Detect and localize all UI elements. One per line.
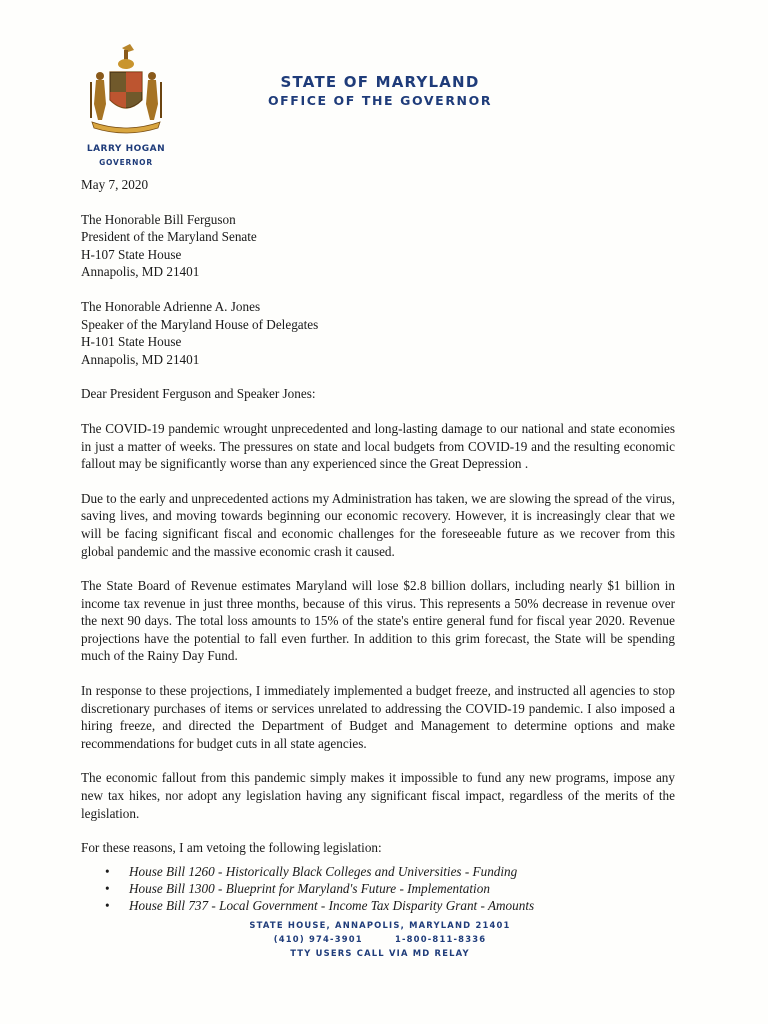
list-item: • House Bill 1300 - Blueprint for Maryland's Future - Implementation <box>105 880 675 897</box>
address-line: H-107 State House <box>81 246 182 262</box>
address-line: President of the Maryland Senate <box>81 229 257 245</box>
footer-phones <box>220 932 540 946</box>
maryland-great-seal-icon <box>82 42 170 138</box>
governor-name: LARRY HOGAN <box>86 144 166 154</box>
state-title: STATE OF MARYLAND <box>280 73 480 91</box>
address-line: The Honorable Bill Ferguson <box>81 211 236 227</box>
footer-phone: (410) 974-3901 <box>273 934 363 944</box>
paragraph-4: In response to these projections, I immediately implemented a budget freeze, and instructed all agencies to stop discretionary purchases of items or services unrelated to addressing the COVID-19 pandemic. I also imposed a hiring freeze, and directed the Department of Budget and Management to determine options and make recommendations for budget cuts in all state agencies. <box>81 683 675 751</box>
letter-body <box>81 176 675 914</box>
governor-block <box>76 143 176 169</box>
paragraph-2: Due to the early and unprecedented actions my Administration has taken, we are slowing the spread of the virus, saving lives, and moving towards beginning our economic recovery. However, it is increasingly clear that we will be facing significant fiscal and economic challenges for the foreseeable future as we recover from this global pandemic and the massive economic crash it caused. <box>81 490 675 559</box>
footer-tollfree: 1-800-811-8336 <box>394 934 487 944</box>
footer-address: STATE HOUSE, ANNAPOLIS, MARYLAND 21401 <box>249 920 511 930</box>
office-title: OFFICE OF THE GOVERNOR <box>267 93 493 108</box>
paragraph-5: The economic fallout from this pandemic simply makes it impossible to fund any new programs, impose any new tax hikes, nor adopt any legislation having any significant fiscal impact, regardless of the merits of the legislation. <box>81 770 675 821</box>
letterhead <box>250 72 510 110</box>
letter-date: May 7, 2020 <box>81 177 149 192</box>
paragraph-3: The State Board of Revenue estimates Maryland will lose $2.8 billion dollars, including nearly $1 billion in income tax revenue in just three months, because of this virus. This represents a 50% decrease in revenue over the next 90 days. The total loss amounts to 15% of the state's entire general fund for fiscal year 2020. Revenue projections have the potential to fall even further. In addition to this grim forecast, the State will be spending much of the Rainy Day Fund. <box>81 578 675 664</box>
footer-tty: TTY USERS CALL VIA MD RELAY <box>290 948 470 958</box>
list-item: • House Bill 1260 - Historically Black Colleges and Universities - Funding <box>105 863 675 880</box>
address-line: Speaker of the Maryland House of Delegates <box>81 316 319 332</box>
recipient-address-2 <box>81 298 675 368</box>
vetoed-bills-list <box>81 863 675 914</box>
address-line: Annapolis, MD 21401 <box>81 264 200 280</box>
address-line: H-101 State House <box>81 334 182 350</box>
letter-footer <box>220 918 540 960</box>
address-line: The Honorable Adrienne A. Jones <box>81 298 261 314</box>
paragraph-1: The COVID-19 pandemic wrought unprecedented and long-lasting damage to our national and state economies in just a matter of weeks. The pressures on state and local budgets from COVID-19 and the resulting economic fallout may be significantly worse than any experienced since the Great Depression . <box>81 420 675 472</box>
governor-title: GOVERNOR <box>99 158 153 167</box>
address-line: Annapolis, MD 21401 <box>81 351 200 367</box>
salutation: Dear President Ferguson and Speaker Jones: <box>81 386 316 402</box>
paragraph-6: For these reasons, I am vetoing the following legislation: <box>81 840 382 856</box>
list-item: • House Bill 737 - Local Government - Income Tax Disparity Grant - Amounts <box>105 897 675 914</box>
recipient-address-1 <box>81 211 675 281</box>
